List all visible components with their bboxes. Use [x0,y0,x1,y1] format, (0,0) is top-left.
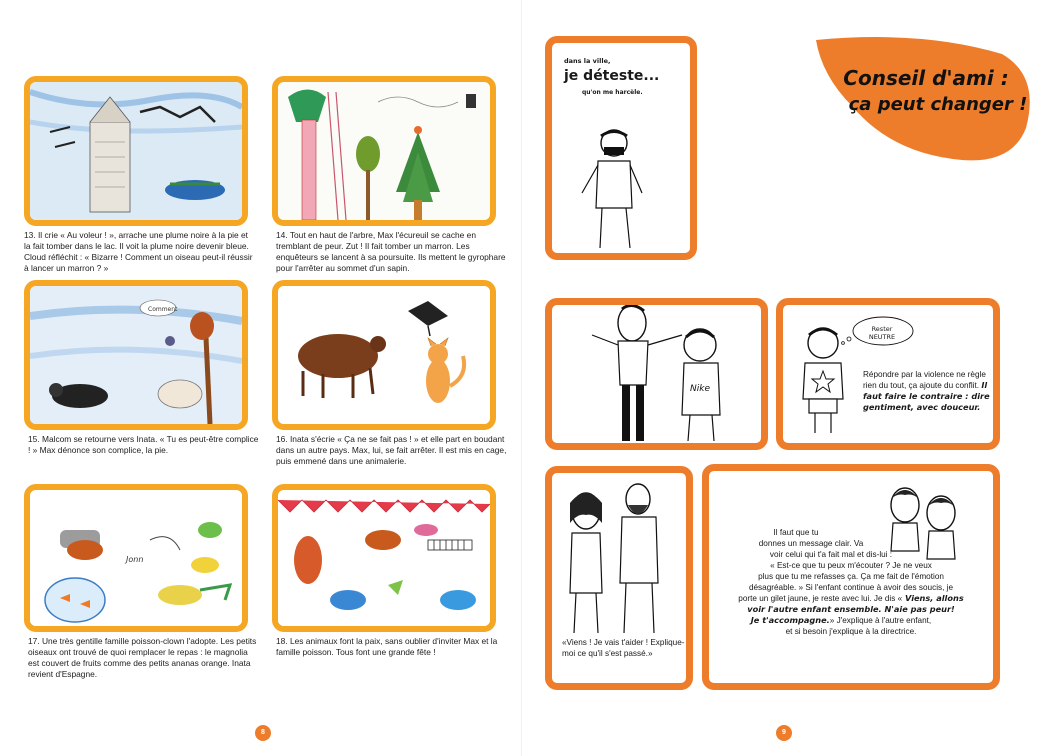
neutral-advice-bold: Il faut faire le contraire : dire gentiment, avec douceur. [863,380,990,412]
comic-panel-17 [24,484,248,632]
caption-17: 17. Une très gentille famille poisson-clown l'adopte. Les petits oiseaux ont trouvé de quoi remplacer le repas : le magnolia est couvert de fruits comme des petits ananas orange. Inata revient d'Espagne. [28,636,257,679]
name-label-17: Jonn [126,555,144,564]
panel-rester-neutre [776,298,1000,450]
drawing-15 [30,286,242,424]
panel-top-line2: je déteste... [564,68,660,84]
message-text [709,527,993,637]
drawing-14 [278,82,490,220]
message-line-1: Il faut que tu [773,528,819,537]
caption-13: 13. Il crie « Au voleur ! », arrache une plume noire à la pie et la fait tomber dans le lac. Il voit la plume noire devenir bleue. Cloud réfléchit : « Bizarre ! Comment un oiseau peut-il réussir à lancer un marron ? » [24,230,253,273]
message-line-5: plus que tu me refasses ça. Ça me fait de l'émotion [758,572,944,581]
conseil-title-line2: ça peut changer ! [848,94,1028,115]
caption-16: 16. Inata s'écrie « Ça ne se fait pas ! » et elle part en boudant dans un autre pays. Max, lui, se fait arrêter. Il est mis en cage, puis emmené dans une animalerie. [276,434,507,466]
message-line-7 [709,593,993,604]
message-line-7-plain: porte un gilet jaune, je reste avec lui. Je dis « [738,594,903,603]
message-line-4: « Est-ce que tu peux m'écouter ? Je ne veux [770,561,932,570]
message-line-10: et si besoin j'explique à la directrice. [785,627,917,636]
drawing-17 [30,490,242,626]
neutral-advice-text [863,369,991,413]
panel-two-figures [545,298,768,450]
message-line-9-plain: » J'explique à l'autre enfant, [829,616,932,625]
comic-panel-18 [272,484,496,632]
spread-divider [521,0,522,756]
comic-panel-16 [272,280,496,430]
comic-panel-15 [24,280,248,430]
message-line-2: donnes un message clair. Va [758,539,864,548]
panel-viens-aider [545,466,693,690]
comic-panel-13 [24,76,248,226]
comic-panel-14 [272,76,496,226]
neutral-bubble-text: Rester NEUTRE [868,325,896,341]
message-line-9-bold: Je t'accompagne. [750,615,830,625]
panel-message-clair [702,464,1000,690]
panel-top-line1: dans la ville, [564,57,611,65]
shirt-label-nike: Nike [690,384,710,394]
page-number-left: 8 [255,725,271,741]
page-number-right: 9 [776,725,792,741]
bubble-text-15: Comment [148,306,178,313]
message-line-3: voir celui qui t'a fait mal et dis-lui : [769,550,893,559]
drawing-harasser [552,43,690,253]
drawing-13 [30,82,242,220]
message-line-7-bold: Viens, allons [902,593,964,603]
drawing-two-figures [552,305,761,443]
panel-je-deteste [545,36,697,260]
neutral-advice-plain: Répondre par la violence ne règle rien du tout, ça ajoute du conflit. [863,370,986,390]
panel-top-line3: qu'on me harcèle. [582,89,643,96]
message-line-6: désagréable. » Si l'enfant continue à avoir des soucis, je [748,583,954,592]
caption-14: 14. Tout en haut de l'arbre, Max l'écureuil se cache en tremblant de peur. Zut ! Il fait tomber un marron. Les enquêteurs se lancent à sa poursuite. Ils mettent le gyrophare pour l'arrêter au sommet d'un sapin. [276,230,506,273]
drawing-16 [278,286,490,424]
drawing-18 [278,490,490,626]
message-line-8: voir l'autre enfant ensemble. N'aie pas peur! [747,604,955,614]
conseil-title-line1: Conseil d'ami : [843,66,1009,90]
caption-15: 15. Malcom se retourne vers Inata. « Tu es peut-être complice ! » Max dénonce son complice, la pie. [28,434,259,455]
message-line-9 [709,615,973,626]
helper-speech-text: «Viens ! Je vais t'aider ! Explique-moi ce qu'il s'est passé.» [562,638,685,658]
caption-18: 18. Les animaux font la paix, sans oublier d'inviter Max et la famille poisson. Tous font une grande fête ! [276,636,498,657]
